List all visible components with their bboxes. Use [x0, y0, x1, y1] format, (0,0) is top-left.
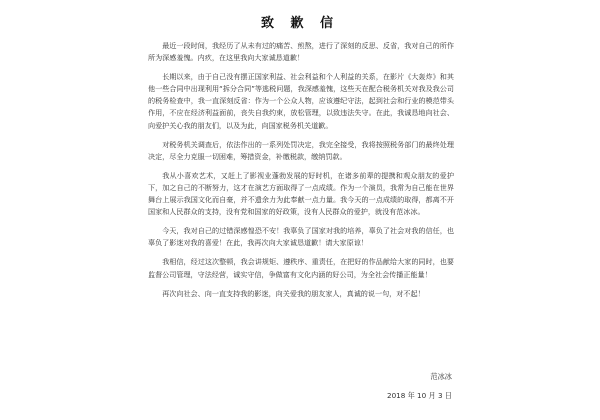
letter-title: 致 歉 信	[260, 16, 340, 31]
letter-paragraph-7: 再次向社会、向一直支持我的影迷，向关爱我的朋友家人，真诚的说一句，对不起！	[162, 288, 425, 298]
letter-paragraph-2-lead: 长期以来，由于自己没有摆正国家利益、社会利益和个人利益的关系，	[162, 72, 383, 82]
signature: 范冰冰	[430, 372, 452, 381]
letter-paragraph-5: 今天，我对自己的过错深感惶恐不安！我辜负了国家对我的培养，辜负了社会对我的信任，也辜负了影迷对我的喜爱！在此，我再次向大家诚恳道歉！请大家原谅！	[148, 226, 454, 248]
letter-body	[148, 40, 454, 307]
letter-paragraph-4: 我从小喜欢艺术，又赶上了影视业蓬勃发展的好时机，在诸多前辈的提携和观众朋友的爱护下，加之自己的不断努力，这才在演艺方面取得了一点成绩。作为一个演员，我常为自己能在世界舞台上展示我国文化而自豪，并不遗余力为此奉献一点力量。我今天的一点成绩的取得，都离不开国家和人民群众的支持，没有党和国家的好政策，没有人民群众的爱护，就没有范冰冰。	[148, 170, 454, 217]
letter-paragraph-2-rest: ，我深感羞愧，这些天在配合税务机关对我及我公司的税务检查中，我一直深刻反省：作为一个公众人物，应该遵纪守法，起到社会和行业的模范带头作用，不应在经济利益面前，丧失自我约束，放松管理，以致违法失守。在此，我诚恳地向社会、向爱护关心我的朋友们，以及为此，向国家税务机关道歉。	[148, 84, 454, 130]
letter-paragraph-1: 最近一段时间，我经历了从未有过的痛苦、煎熬，进行了深刻的反思、反省，我对自己的所作所为深感羞愧。内疚，在这里我向大家诚恳道歉！	[148, 41, 454, 63]
letter-date: 2018 年 10 月 3 日	[387, 391, 452, 400]
letter-paragraph-3: 对税务机关调查后，依法作出的一系列处罚决定，我完全接受，我将按照税务部门的最终处理决定，尽全力克服一切困难，筹措资金，补缴税款，缴纳罚款。	[148, 139, 454, 161]
highlighted-passage-text: 在影片《大轰炸》和其他一些合同中出现利用“拆分合同”等逃税问题	[148, 72, 454, 94]
letter-paragraph-6: 我相信，经过这次整顿，我会讲规矩、遵秩序、重责任，在把好的作品献给大家的同时，也要监督公司管理，守法经营，诚实守信，争做富有文化内涵的好公司，为全社会传播正能量！	[148, 257, 454, 279]
letter-paragraph-2	[148, 71, 454, 131]
letter-page	[130, 0, 470, 420]
